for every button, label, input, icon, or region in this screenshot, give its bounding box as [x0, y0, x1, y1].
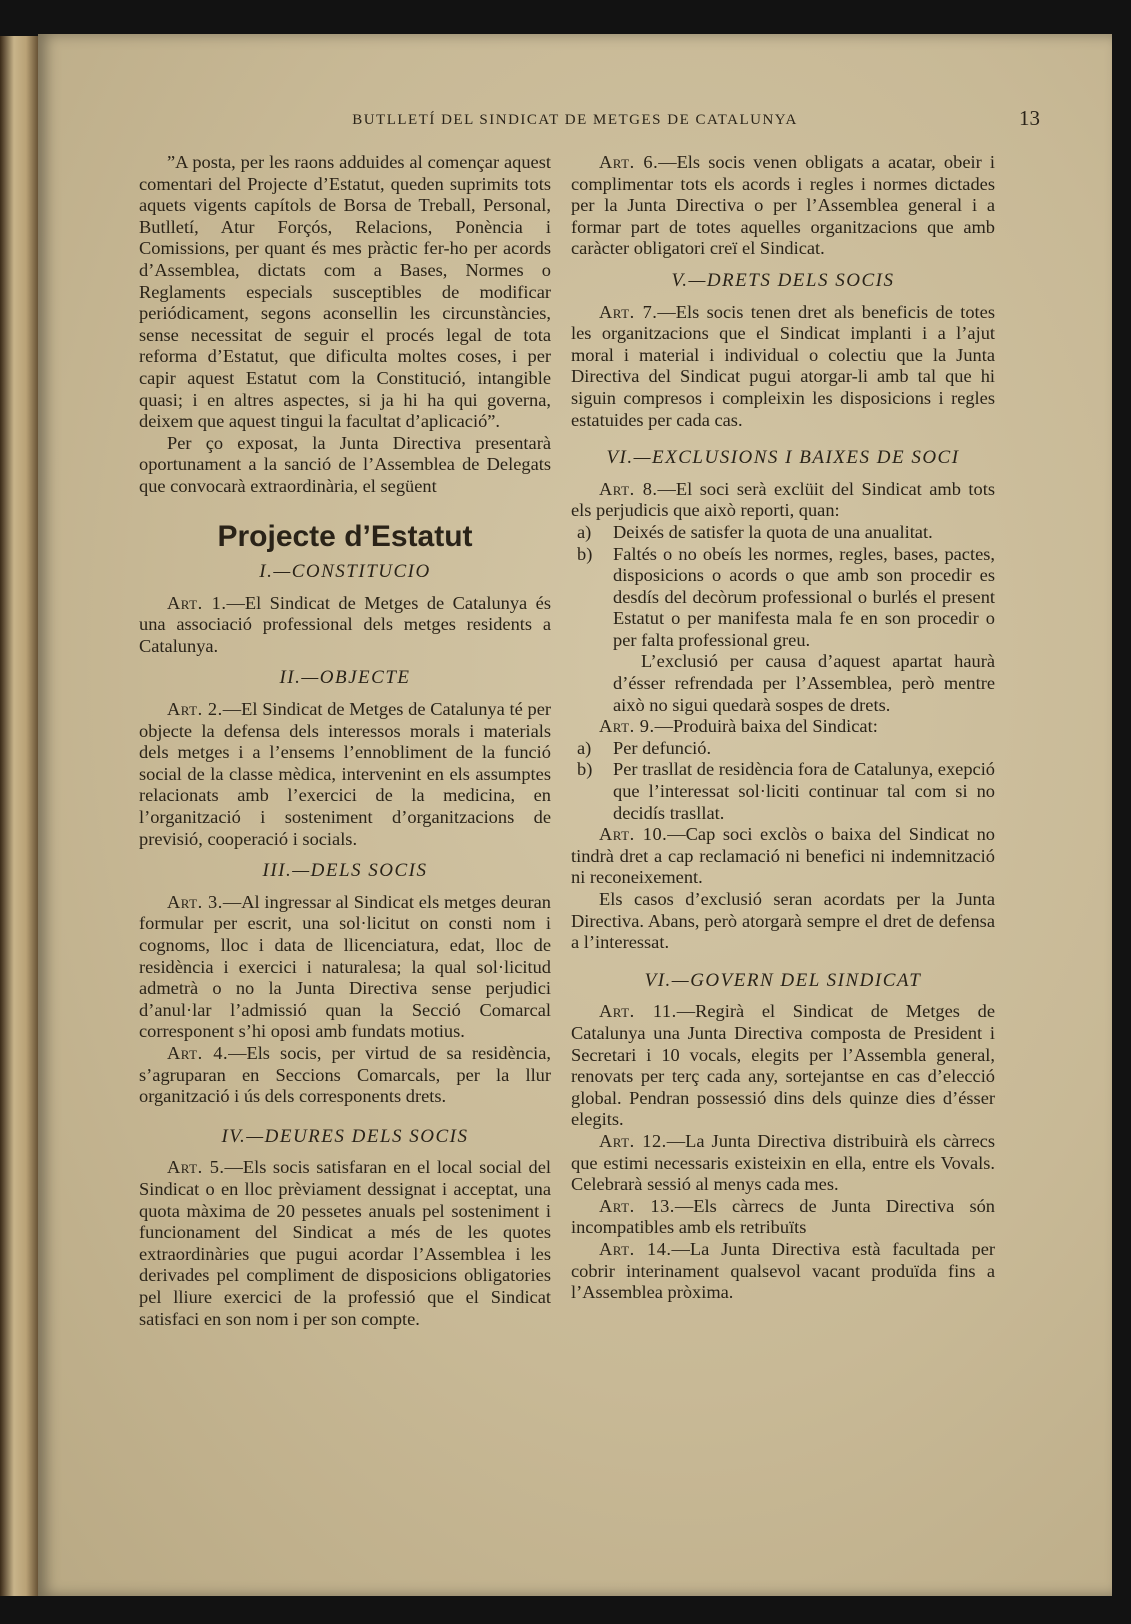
article-text: —El Sindicat de Metges de Catalunya té per objecte la defensa dels interessos morals i materials dels metges i a l’ensems l’ennobliment de la funció social de la classe mèdica, intervenint en els assumptes relacionats amb l’exercici de la medicina, en l’organització i sosteniment d’organitzacions de previsió, cooperació i socials. [139, 699, 551, 849]
section-heading: VI.—EXCLUSIONS I BAIXES DE SOCI [606, 447, 960, 469]
list-marker: a) [577, 737, 592, 758]
project-title: Projecte d’Estatut [217, 519, 473, 553]
list-text: Deixés de satisfer la quota de una anualitat. [613, 521, 933, 542]
list-item [571, 759, 995, 824]
section-heading: I.—CONSTITUCIO [259, 561, 431, 583]
right-column [571, 152, 995, 1304]
running-title: BUTLLETÍ DEL SINDICAT DE METGES DE CATALUNYA [352, 112, 798, 128]
article-text: —Els càrrecs de Junta Directiva són incompatibles amb els retribuïts [571, 1195, 996, 1238]
article-number: Art. 11. [599, 1001, 677, 1022]
list-marker: a) [577, 521, 592, 542]
list-text: Per defunció. [613, 737, 712, 758]
article-text: —Els socis, per virtud de sa residència, s’agruparan en Seccions Comarcals, per la llur organització i ús dels corresponents drets. [139, 1042, 551, 1107]
article-text: —Produirà baixa del Sindicat: [654, 716, 878, 737]
article-number: Art. 10. [599, 824, 668, 845]
article [139, 892, 551, 1043]
paragraph: Els casos d’exclusió seran acordats per la Junta Directiva. Abans, però atorgarà sempre el dret de defensa a l’interessat. [571, 889, 995, 953]
book-spine [0, 36, 40, 1596]
section-heading: III.—DELS SOCIS [262, 860, 428, 882]
list-marker: b) [577, 759, 593, 780]
article-number: Art. 13. [599, 1195, 675, 1216]
article-text: —Al ingressar al Sindicat els metges deuran formular per escrit, una sol·licitut on consti nom i cognoms, lloc i data de llicenciatura, edat, lloc de residència i exercici i naturalesa; la qual sol·licitud admetrà o no la Junta Directiva sense perjudici d’anul·lar l’admissió quan la Secció Comarcal corresponent s’hi oposi amb fundats motius. [139, 891, 551, 1042]
article-text: —La Junta Directiva està facultada per cobrir interinament qualsevol vacant produïda fins a l’Assemblea pròxima. [571, 1238, 995, 1303]
page-number: 13 [1019, 106, 1040, 130]
section-heading: VI.—GOVERN DEL SINDICAT [644, 969, 922, 991]
article-number: Art. 4. [167, 1042, 229, 1063]
article [571, 1001, 995, 1131]
list-text: Faltés o no obeís les normes, regles, bases, pactes, disposicions o acords o que amb son procedir es desdís del decòrum professional o burlés el present Estatut o per manifesta mala fe en son procedir o per falta professional greu. [613, 543, 995, 650]
list-marker: b) [577, 543, 593, 564]
left-column [139, 152, 551, 1330]
list-item [571, 522, 995, 544]
article-text: —El soci serà exclüit del Sindicat amb tots els perjudicis que això reporti, quan: [571, 478, 995, 521]
article [139, 1157, 551, 1330]
article [571, 824, 995, 889]
article [571, 302, 995, 432]
article-number: Art. 2. [167, 699, 223, 720]
list-item [571, 544, 995, 652]
article [571, 152, 995, 260]
article-number: Art. 3. [167, 891, 223, 912]
article-text: —El Sindicat de Metges de Catalunya és una associació professional dels metges residents a Catalunya. [139, 592, 551, 656]
article-number: Art. 8. [599, 478, 658, 499]
article [139, 593, 551, 658]
article-number: Art. 5. [167, 1157, 225, 1178]
paragraph: ”A posta, per les raons adduides al començar aquest comentari del Projecte d’Estatut, queden suprimits tots aquets vigents capítols de Borsa de Treball, Personal, Butlletí, Atur Forçós, Relacions, Ponència i Comissions, per quant és mes pràctic fer-ho per acords d’Assemblea, dictats com a Bases, Normes o Reglaments especials susceptibles de modificar periódicament, segons aconsellin les circunstàncies, sense necessitat de seguir el procés legal de tota reforma d’Estatut, que dificulta moltes coses, i per capir aquest Estatut com la Constitució, intangible quasi; i en altres aspectes, si ja hi ha qui governa, deixem que aquest tingui la facultat d’aplicació”. [139, 152, 551, 432]
article [571, 1196, 995, 1239]
article-number: Art. 7. [599, 301, 658, 322]
book-page [38, 34, 1112, 1596]
article [139, 699, 551, 850]
article-text: —Regirà el Sindicat de Metges de Catalunya una Junta Directiva composta de President i Secretari i 10 vocals, elegits per l’Assembla general, renovats per terç cada any, sortejantse en cas d’elecció global. Pendran possessió dins dels quinze dies d’ésser elegits. [571, 1001, 995, 1130]
article-text: —La Junta Directiva distribuirà els càrrecs que estimi necessaris existeixin en ella, entre els Vovals. Celebrarà sessió al menys cada mes. [571, 1130, 995, 1195]
article-text: —Els socis satisfaran en el local social del Sindicat o en lloc prèviament dessignat i acceptat, una quota màxima de 20 pessetes anuals pel sosteniment i funcionament del Sindicat a més de les quotes extraordinàries que pugui acordar l’Assemblea i les derivades pel compliment de disposicions obligatories pel lliure exercici de la professió que el Sindicat satisfaci en son nom i per son compte. [139, 1157, 551, 1329]
article-number: Art. 6. [599, 152, 659, 172]
article [571, 479, 995, 522]
article-note: L’exclusió per causa d’aquest apartat haurà d’ésser refrendada per l’Assemblea, però mentre això no sigui quedarà sospes de drets. [613, 651, 995, 715]
article-number: Art. 1. [167, 592, 227, 613]
section-heading: IV.—DEURES DELS SOCIS [221, 1125, 469, 1147]
article-text: —Els socis venen obligats a acatar, obeir i complimentar tots els acords i regles i normes dictades per la Junta Directiva o per l’Assemblea general i a formar part de totes aquelles organitzacions que amb caràcter obligatori creï el Sindicat. [571, 152, 995, 259]
article-number: Art. 12. [599, 1130, 667, 1151]
article-text: —Cap soci exclòs o baixa del Sindicat no tindrà dret a cap reclamació ni benefici ni indemnització ni reconeixement. [571, 824, 995, 888]
list-item [571, 738, 995, 760]
article-text: —Els socis tenen dret als beneficis de totes les organitzacions que el Sindicat implanti i a l’ajut moral i material i individual o colectiu que la Junta Directiva del Sindicat pugui atorgar-li amb tal que hi siguin compresos i compleixin les disposicions i regles estatuides per cada cas. [571, 301, 995, 430]
article [571, 1131, 995, 1196]
section-heading: II.—OBJECTE [279, 667, 411, 689]
article [571, 716, 995, 738]
article-number: Art. 14. [599, 1238, 672, 1259]
list-text: Per trasllat de residència fora de Catalunya, exepció que l’interessat sol·liciti continuar tal com si no decidís trasllat. [613, 759, 995, 823]
paragraph: Per ço exposat, la Junta Directiva presentarà oportunament a la sanció de l’Assemblea de Delegats que convocarà extraordinària, el següent [139, 432, 551, 496]
article [139, 1043, 551, 1108]
article-number: Art. 9. [599, 716, 655, 737]
article [571, 1239, 995, 1304]
section-heading: V.—DRETS DELS SOCIS [671, 269, 895, 291]
